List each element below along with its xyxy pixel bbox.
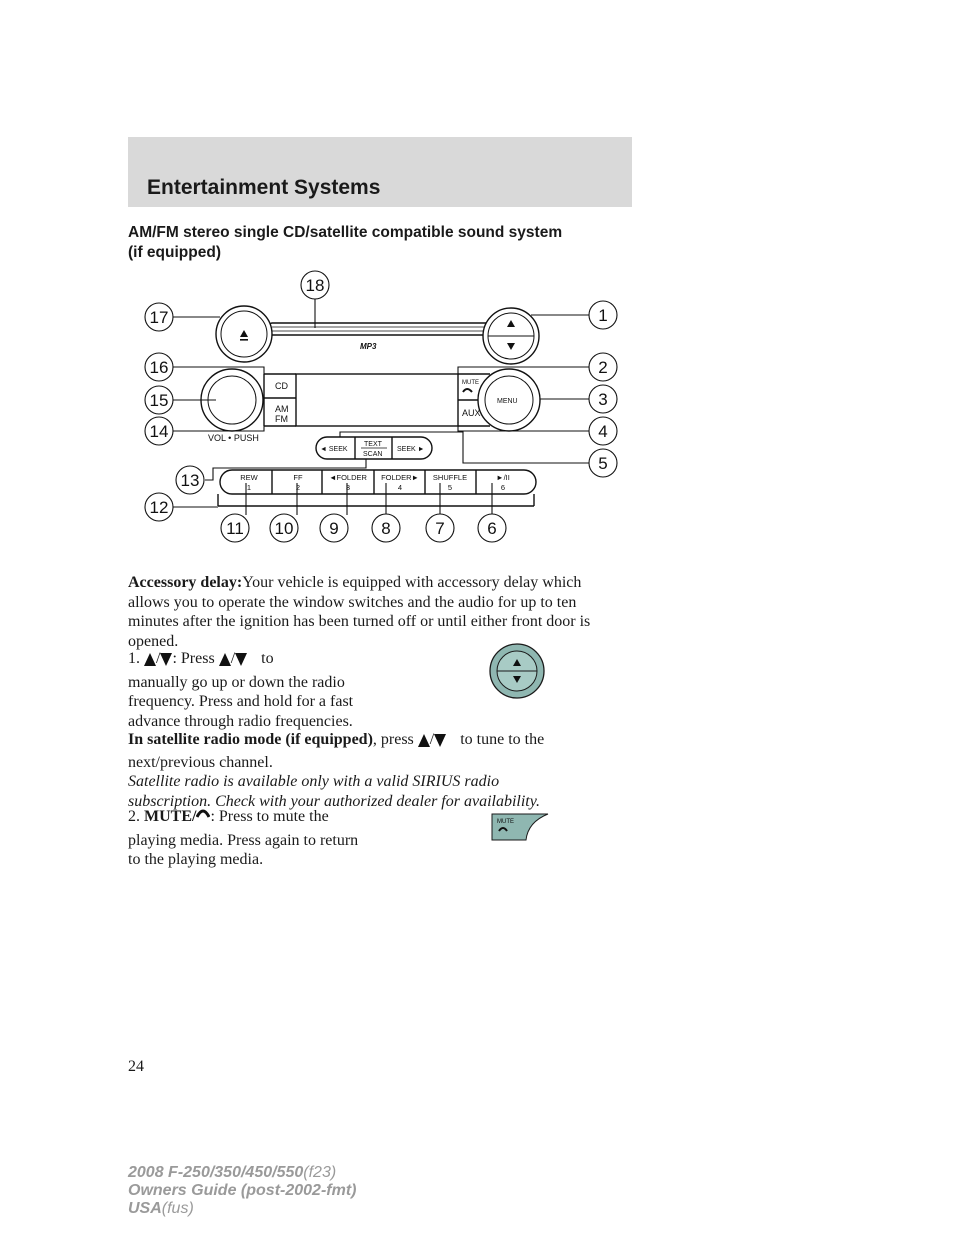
down-arrow-icon bbox=[434, 734, 446, 747]
callout-11-label: 11 bbox=[226, 519, 244, 538]
seek-left-label: ◄ SEEK bbox=[320, 446, 348, 453]
footer bbox=[128, 1164, 356, 1218]
callout-10-label: 10 bbox=[274, 519, 294, 538]
callout-6-label: 6 bbox=[487, 519, 497, 538]
satellite-paragraph bbox=[128, 730, 748, 811]
preset-2-top: FF bbox=[293, 473, 303, 482]
accessory-text-2: allows you to operate the window switches and the audio for up to ten bbox=[128, 593, 577, 611]
mute-button-label: MUTE bbox=[497, 819, 514, 825]
up-arrow-icon bbox=[219, 653, 231, 666]
tune-knob-icon bbox=[488, 642, 546, 700]
callout-3-label: 3 bbox=[598, 390, 608, 409]
mute-label-text: MUTE/ bbox=[144, 808, 197, 825]
preset-5-num: 5 bbox=[447, 483, 453, 492]
callout-1-label: 1 bbox=[598, 306, 608, 325]
am-label: AM bbox=[275, 404, 289, 414]
item-2-text: : Press to mute the bbox=[210, 808, 329, 825]
footer-guide: Owners Guide (post-2002-fmt) bbox=[128, 1182, 357, 1199]
footer-model: 2008 F-250/350/450/550 bbox=[128, 1164, 304, 1181]
callout-18-label: 18 bbox=[305, 276, 325, 295]
callout-7-label: 7 bbox=[435, 519, 445, 538]
satellite-press: , press bbox=[372, 731, 414, 748]
satellite-line-2: next/previous channel. bbox=[128, 753, 273, 771]
item-2 bbox=[128, 807, 488, 870]
seek-right-label: SEEK ► bbox=[397, 446, 425, 453]
fm-label: FM bbox=[275, 414, 288, 424]
section-title-line2: (if equipped) bbox=[128, 244, 221, 261]
callout-13-label: 13 bbox=[180, 471, 200, 490]
mp3-logo: MP3 bbox=[360, 342, 377, 351]
accessory-text-4: opened. bbox=[128, 632, 179, 650]
vol-push-label: VOL • PUSH bbox=[208, 433, 259, 443]
callout-12-label: 12 bbox=[149, 498, 169, 517]
preset-5-top: SHUFFLE bbox=[432, 473, 468, 482]
scan-label: SCAN bbox=[363, 451, 383, 458]
item-1-slash: / bbox=[156, 650, 161, 667]
satellite-mode-label: In satellite radio mode (if equipped) bbox=[128, 731, 373, 748]
satellite-slash: / bbox=[429, 731, 435, 748]
satellite-tune: to tune to the bbox=[460, 731, 545, 748]
callout-9-label: 9 bbox=[329, 519, 339, 538]
section-title-line1: AM/FM stereo single CD/satellite compatible sound system bbox=[128, 224, 563, 241]
radio-diagram bbox=[128, 270, 638, 560]
accessory-delay-label: Accessory delay: bbox=[128, 574, 243, 591]
menu-label: MENU bbox=[497, 398, 518, 405]
text-label: TEXT bbox=[364, 441, 382, 448]
footer-market-code: (fus) bbox=[161, 1200, 194, 1217]
preset-3-top: ◄FOLDER bbox=[329, 473, 367, 482]
callout-14-label: 14 bbox=[149, 422, 169, 441]
item-2-line-3: to the playing media. bbox=[128, 851, 264, 868]
callout-8-label: 8 bbox=[381, 519, 391, 538]
item-1-number: 1. bbox=[128, 650, 140, 667]
down-arrow-icon bbox=[235, 653, 247, 666]
item-1-line-2: manually go up or down the radio bbox=[128, 673, 345, 691]
callout-17-label: 17 bbox=[149, 308, 169, 327]
preset-2-num: 2 bbox=[295, 483, 301, 492]
preset-1-num: 1 bbox=[246, 483, 252, 492]
preset-6-num: 6 bbox=[500, 483, 506, 492]
up-arrow-icon bbox=[144, 653, 156, 666]
aux-label: AUX bbox=[462, 408, 481, 418]
accessory-delay-paragraph bbox=[128, 573, 748, 651]
satellite-note-2: subscription. Check with your authorized dealer for availability. bbox=[128, 792, 540, 810]
page-header-title: Entertainment Systems bbox=[147, 176, 381, 199]
preset-1-top: REW bbox=[240, 473, 258, 482]
callout-16-label: 16 bbox=[149, 358, 169, 377]
item-1-line-4: advance through radio frequencies. bbox=[128, 712, 353, 730]
callout-15-label: 15 bbox=[149, 391, 169, 410]
accessory-text-3: minutes after the ignition has been turned off or until either front door is bbox=[128, 613, 591, 630]
item-2-line-2: playing media. Press again to return bbox=[128, 831, 359, 849]
callout-4-label: 4 bbox=[598, 422, 608, 441]
cd-label: CD bbox=[275, 381, 288, 391]
mute-button-icon bbox=[490, 812, 550, 842]
preset-4-top: FOLDER► bbox=[381, 473, 419, 482]
preset-6-top: ►/II bbox=[496, 473, 510, 482]
item-1-line-3: frequency. Press and hold for a fast bbox=[128, 693, 354, 710]
item-1-press: : Press bbox=[172, 650, 215, 667]
up-arrow-icon bbox=[418, 734, 430, 747]
item-1-to: to bbox=[261, 650, 274, 667]
callout-2-label: 2 bbox=[598, 358, 608, 377]
preset-4-num: 4 bbox=[397, 483, 403, 492]
item-1 bbox=[128, 649, 488, 731]
footer-market: USA bbox=[128, 1200, 162, 1217]
mute-label: MUTE bbox=[462, 380, 479, 386]
section-title bbox=[128, 223, 688, 263]
accessory-text-1: Your vehicle is equipped with accessory delay which bbox=[242, 574, 582, 591]
footer-code: (f23) bbox=[303, 1164, 337, 1181]
page-number: 24 bbox=[128, 1058, 144, 1075]
callout-5-label: 5 bbox=[598, 454, 608, 473]
phone-icon bbox=[196, 809, 210, 819]
down-arrow-icon bbox=[160, 653, 172, 666]
preset-3-num: 3 bbox=[345, 483, 351, 492]
item-1-slash-2: / bbox=[230, 650, 236, 667]
satellite-note-1: Satellite radio is available only with a valid SIRIUS radio bbox=[128, 773, 500, 790]
item-2-number: 2. bbox=[128, 808, 140, 825]
